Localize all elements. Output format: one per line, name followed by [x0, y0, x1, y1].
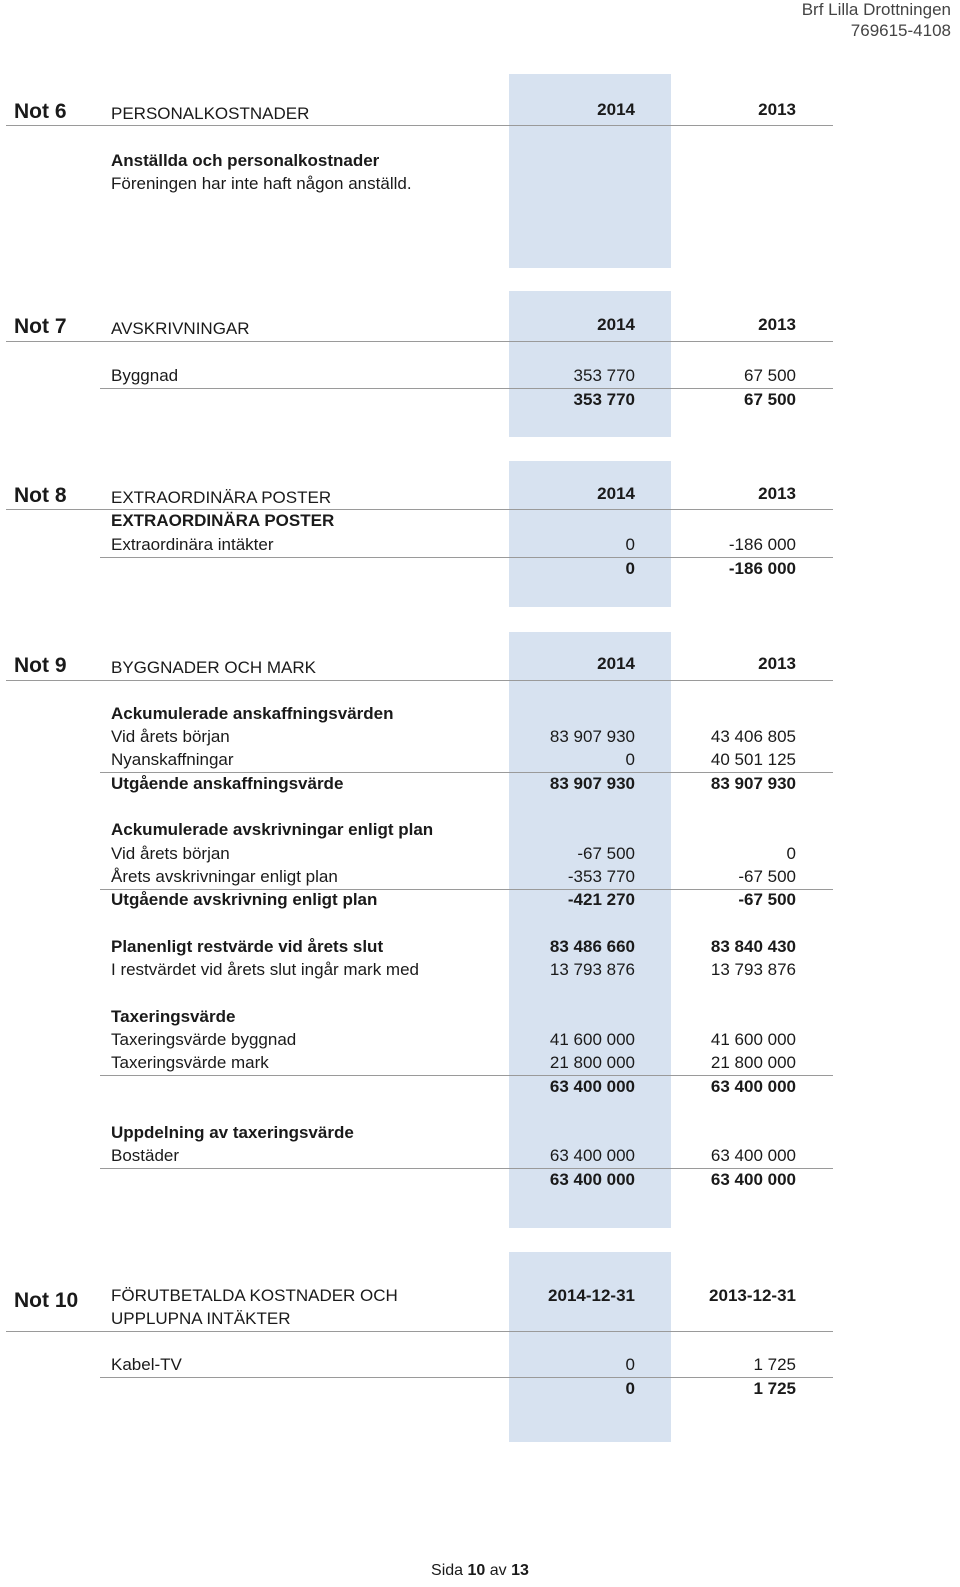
sum-line: [100, 772, 833, 773]
section-heading: Anställda och personalkostnader: [111, 151, 380, 170]
value-2014: 63 400 000: [549, 1146, 635, 1165]
org-number: 769615-4108: [850, 21, 951, 40]
row-label: Planenligt restvärde vid årets slut: [111, 937, 384, 956]
year-2013: 2013: [758, 654, 796, 673]
row-label: Taxeringsvärde mark: [111, 1053, 269, 1072]
total-2014: -421 270: [567, 890, 635, 909]
row-label: Utgående avskrivning enligt plan: [111, 890, 378, 909]
row-label: Vid årets början: [111, 844, 230, 863]
year-2014: 2014: [597, 100, 635, 119]
value-2014: 353 770: [573, 366, 635, 385]
year-2014: 2014: [597, 484, 635, 503]
value-2014: -67 500: [577, 844, 635, 863]
divider: [6, 125, 833, 126]
value-2013: 1 725: [753, 1355, 796, 1374]
value-2013: -186 000: [728, 535, 796, 554]
total-2014: 353 770: [573, 390, 635, 409]
value-2013: 83 840 430: [710, 937, 796, 956]
row-label: I restvärdet vid årets slut ingår mark med: [111, 960, 420, 979]
value-2013: 0: [786, 844, 796, 863]
sum-line: [100, 1075, 833, 1076]
total-2013: -67 500: [738, 890, 796, 909]
value-2014: 83 907 930: [549, 727, 635, 746]
value-2014: 0: [625, 1355, 635, 1374]
divider: [6, 1331, 833, 1332]
note-title: BYGGNADER OCH MARK: [111, 658, 316, 677]
total-2014: 83 907 930: [549, 774, 635, 793]
total-2013: 67 500: [744, 390, 796, 409]
value-2013: 13 793 876: [710, 960, 796, 979]
total-2013: 83 907 930: [710, 774, 796, 793]
column-band-note8: [509, 461, 671, 607]
value-2014: 0: [625, 750, 635, 769]
company-name: Brf Lilla Drottningen: [801, 0, 951, 19]
page-footer: [0, 1561, 960, 1581]
note-title: PERSONALKOSTNADER: [111, 104, 310, 123]
total-2014: 63 400 000: [549, 1170, 635, 1189]
total-2014: 0: [625, 559, 635, 578]
section-heading: Uppdelning av taxeringsvärde: [111, 1123, 354, 1142]
section-heading: Taxeringsvärde: [111, 1007, 236, 1026]
note-label: Not 7: [14, 315, 67, 338]
row-label: Vid årets början: [111, 727, 230, 746]
page-sep: av: [489, 1562, 507, 1579]
row-label: Årets avskrivningar enligt plan: [111, 867, 338, 886]
sum-line: [100, 1168, 833, 1169]
section-heading: Ackumulerade avskrivningar enligt plan: [111, 820, 434, 839]
row-label: Bostäder: [111, 1146, 180, 1165]
value-2013: 40 501 125: [710, 750, 796, 769]
page-prefix: Sida: [431, 1562, 464, 1579]
value-2014: 13 793 876: [549, 960, 635, 979]
row-label: Taxeringsvärde byggnad: [111, 1030, 297, 1049]
date-2014: 2014-12-31: [548, 1286, 635, 1305]
note-label: Not 9: [14, 654, 67, 677]
value-2014: -353 770: [567, 867, 635, 886]
year-2013: 2013: [758, 100, 796, 119]
date-2013: 2013-12-31: [709, 1286, 796, 1305]
column-band-note7: [509, 291, 671, 437]
value-2013: 67 500: [744, 366, 796, 385]
value-2014: 41 600 000: [549, 1030, 635, 1049]
row-label: Nyanskaffningar: [111, 750, 234, 769]
note-title-line1: FÖRUTBETALDA KOSTNADER OCH: [111, 1286, 398, 1305]
note-text: Föreningen har inte haft någon anställd.: [111, 174, 412, 193]
year-2013: 2013: [758, 484, 796, 503]
sum-line: [100, 557, 833, 558]
value-2013: -67 500: [738, 867, 796, 886]
row-label: Kabel-TV: [111, 1355, 182, 1374]
row-label: Byggnad: [111, 366, 179, 385]
divider: [6, 680, 833, 681]
column-band-note9: [509, 632, 671, 1228]
value-2013: 63 400 000: [710, 1146, 796, 1165]
note-label: Not 10: [14, 1289, 79, 1312]
value-2013: 21 800 000: [710, 1053, 796, 1072]
row-label: Extraordinära intäkter: [111, 535, 274, 554]
total-2014: 63 400 000: [549, 1077, 635, 1096]
section-heading: Ackumulerade anskaffningsvärden: [111, 704, 394, 723]
year-2013: 2013: [758, 315, 796, 334]
total-2013: 1 725: [753, 1379, 796, 1398]
page-total: 13: [511, 1562, 529, 1579]
note-label: Not 6: [14, 100, 67, 123]
total-2013: 63 400 000: [710, 1077, 796, 1096]
value-2014: 21 800 000: [549, 1053, 635, 1072]
note-title: AVSKRIVNINGAR: [111, 319, 250, 338]
value-2014: 83 486 660: [549, 937, 635, 956]
total-2014: 0: [625, 1379, 635, 1398]
value-2013: 43 406 805: [710, 727, 796, 746]
year-2014: 2014: [597, 315, 635, 334]
section-heading: EXTRAORDINÄRA POSTER: [111, 511, 335, 530]
total-2013: -186 000: [728, 559, 796, 578]
sum-line: [100, 1377, 833, 1378]
page-number: 10: [467, 1562, 486, 1579]
note-title-line2: UPPLUPNA INTÄKTER: [111, 1309, 291, 1328]
value-2013: 41 600 000: [710, 1030, 796, 1049]
note-label: Not 8: [14, 484, 67, 507]
column-band-note10: [509, 1252, 671, 1442]
year-2014: 2014: [597, 654, 635, 673]
divider: [6, 509, 833, 510]
sum-line: [100, 388, 833, 389]
total-2013: 63 400 000: [710, 1170, 796, 1189]
note-title: EXTRAORDINÄRA POSTER: [111, 488, 332, 507]
divider: [6, 341, 833, 342]
value-2014: 0: [625, 535, 635, 554]
row-label: Utgående anskaffningsvärde: [111, 774, 344, 793]
